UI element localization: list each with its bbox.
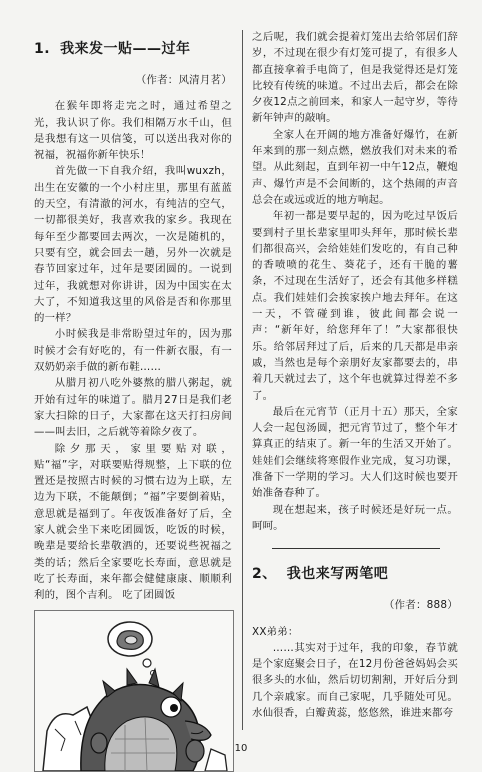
page-number: 10 [234, 743, 248, 754]
article1-continued-paragraph: 年初一都是要早起的，因为吃过早饭后要到村子里长辈家里叩头拜年，那时候长辈们都很高兴，会给娃娃们发吃的，有自己种的香喷喷的花生、葵花子，还有干脆的薯条，不过现在生活好了，还会有其他多样糕点。我们娃娃们会挨家挨户地去拜年。在这一天，不管碰到谁，彼此间都会说一声：“新年好，给您拜年了！”大家都很快乐。给邻居拜过了后，后来的几天都是串亲戚，当然也是每个亲朋好友家都要去的，串着几天就过去了，这个年也就算过得差不多了。 [252, 210, 458, 402]
article1-heading [34, 40, 232, 58]
article1-continued-paragraph: 全家人在开阔的地方准备好爆竹，在新年来到的那一刻点燃，燃放我们对未来的希望。从此刻起，直到年初一中午12点，鞭炮声、爆竹声是不会间断的，这个热闹的声音总会在或远或近的地方响起。 [252, 128, 458, 206]
article2-title: 我也来写两笔吧 [286, 566, 389, 583]
article1-author: （作者：风清月茗） [135, 74, 232, 86]
right-column [252, 29, 458, 721]
article2-greeting: XX弟弟： [252, 625, 299, 638]
article1-continued-paragraph: 现在想起来，孩子时候还是好玩一点。呵呵。 [252, 503, 458, 532]
left-column [34, 40, 232, 772]
article1-continued-paragraph: 之后呢，我们就会提着灯笼出去给邻居们辞岁，不过现在很少有灯笼可提了，有很多人都直接拿着手电筒了，但是我觉得还是灯笼比较有传统的味道。不过出去后，都会在除夕夜12点之前回来，和家人一起守岁，等待新年钟声的敲响。 [252, 31, 458, 125]
article1-number: 1. [34, 41, 51, 57]
article2-heading [252, 565, 458, 583]
column-divider [242, 30, 243, 730]
article2-number: 2、 [252, 566, 277, 583]
article1-paragraph: 首先做一下自我介绍，我叫wuxzh，出生在安徽的一个小村庄里，那里有蓝蓝的天空，有清澈的河水，有纯洁的空气，一切都很美好，我喜欢我的家乡。我现在每年至少都要回去两次，一次是随机的，只要有空，就会回去一趟，另外一次就是春节回家过年，过年是要团圆的。一说到过年，我就想对你讲讲，因为中国实在太大了，不知道我这里的风俗是否和你那里的一样？ [34, 165, 232, 325]
article1-paragraph: 从腊月初八吃外婆熬的腊八粥起，就开始有过年的味道了。腊月27日是我们老家大扫除的日子，大家都在这天打扫房间——叫去旧，之后就等着除夕夜了。 [34, 377, 232, 439]
article1-title: 我来发一贴——过年 [60, 41, 191, 57]
article2-author: （作者：888） [383, 599, 458, 612]
article1-paragraph: 在猴年即将走完之时，通过希望之光，我认识了你。我们相隔万水千山，但是我想有这一贝信笺，可以送出我对你的祝福，祝福你新年快乐！ [34, 100, 232, 162]
article1-paragraph: 小时候我是非常盼望过年的，因为那时候才会有好吃的，有一件新衣服，有一双奶奶亲手做的新布鞋…… [34, 328, 232, 374]
article1-continued-paragraph: 最后在元宵节（正月十五）那天，全家人会一起包汤圆，把元宵节过了，整个年才算真正的结束了。新一年的生活又开始了。娃娃们会继续将寒假作业完成，复习功课，准备下一学期的学习。大人们这时候也要开始准备春种了。 [252, 405, 458, 500]
section-separator [272, 548, 440, 549]
article1-paragraph: 除夕那天，家里要贴对联，贴“福”字，对联要贴得规整，上下联的位置还是按照古时候的习惯右边为上联，左边为下联，不能颠倒；“福”字要倒着贴，意思就是福到了。年夜饭准备好了后，全家人就会坐下来吃团圆饭，吃饭的时候，晚辈是要给长辈敬酒的，还要说些祝福之类的话；然后全家要吃长寿面，意思就是吃了长寿面，来年都会健健康康、顺顺利利的，图个吉利。 吃了团圆饭 [34, 442, 232, 602]
article2-paragraph: ……其实对于过年，我的印象，春节就是个家庭聚会日子，在12月份爸爸妈妈会买很多头的水仙，然后切切割割，开好后分到几个亲戚家。而自己家呢，几乎随处可见。水仙很香，白瓣黄蕊，悠悠然，谁进来都夸 [252, 641, 458, 719]
